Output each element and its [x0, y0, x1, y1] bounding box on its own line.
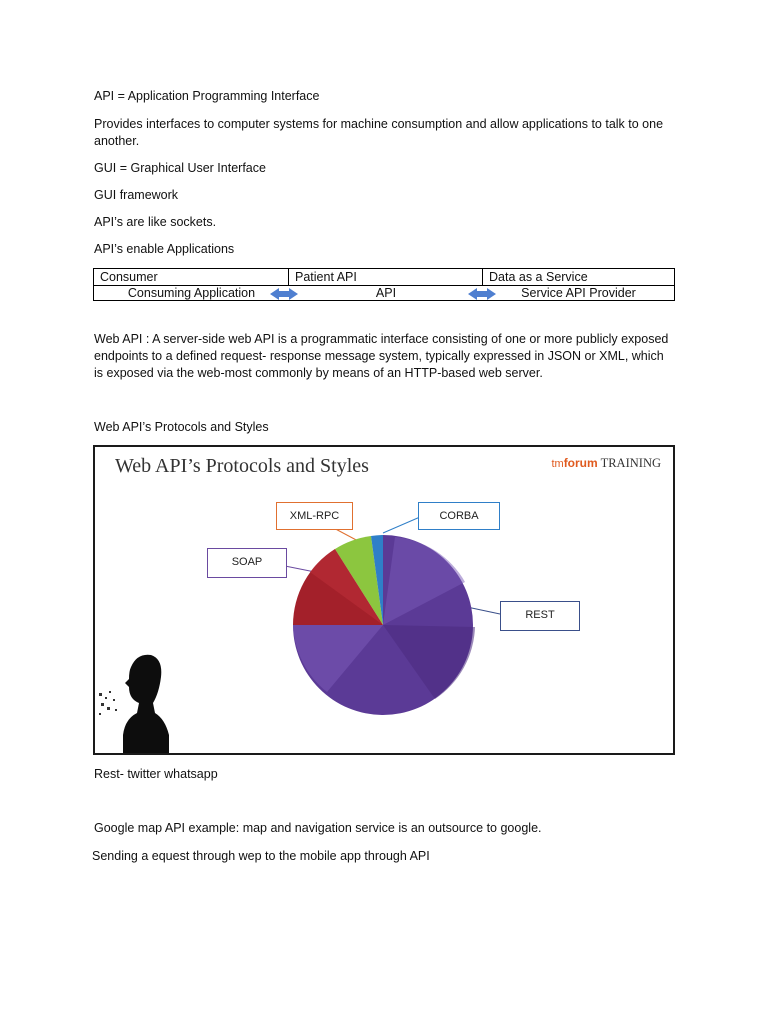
api-roles-table	[93, 268, 675, 301]
logo-forum-text: forum	[563, 456, 598, 470]
logo-training-text: TRAINING	[597, 456, 661, 470]
slide-title: Web API’s Protocols and Styles	[115, 455, 369, 477]
table-header-cell: Patient API	[289, 269, 483, 285]
protocols-pie-chart	[95, 447, 673, 753]
rest-label-box: REST	[500, 601, 580, 631]
api-enable-apps: API’s enable Applications	[94, 242, 235, 256]
double-arrow-icon	[270, 288, 298, 300]
gui-framework: GUI framework	[94, 188, 179, 202]
double-arrow-icon	[468, 288, 496, 300]
sparkle-dots	[99, 691, 117, 715]
corba-connector	[383, 517, 420, 533]
google-map-example: Google map API example: map and navigation service is an outsource to google.	[94, 821, 542, 835]
rest-examples: Rest- twitter whatsapp	[94, 767, 218, 781]
table-header-cell: Data as a Service	[489, 270, 588, 284]
soap-label-box: SOAP	[207, 548, 287, 578]
table-header-row	[94, 269, 674, 286]
corba-label-box: CORBA	[418, 502, 500, 530]
protocols-slide-image	[93, 445, 675, 755]
table-row	[94, 285, 674, 301]
api-sockets: API’s are like sockets.	[94, 215, 217, 229]
table-cell: API	[375, 286, 397, 300]
api-description: Provides interfaces to computer systems for machine consumption and allow applications to talk to one another.	[94, 117, 664, 148]
gui-definition: GUI = Graphical User Interface	[94, 161, 266, 175]
web-api-definition: Web API : A server-side web API is a programmatic interface consisting of one or more publicly exposed endpoints to a defined request- response message system, typically expressed in JSON or XML, which is exposed via the web-most commonly by means of an HTTP-based web server.	[94, 332, 669, 380]
table-cell: Service API Provider	[521, 286, 636, 300]
logo-tm-text: tm	[551, 458, 564, 470]
protocols-heading: Web API’s Protocols and Styles	[94, 420, 269, 434]
request-note: Sending a equest through wep to the mobile app through API	[92, 849, 430, 863]
silhouette-figure	[123, 655, 169, 753]
api-definition: API = Application Programming Interface	[94, 89, 320, 103]
table-cell: Consuming Application	[127, 286, 256, 300]
xmlrpc-label-box: XML-RPC	[276, 502, 353, 530]
table-header-cell: Consumer	[94, 269, 289, 285]
